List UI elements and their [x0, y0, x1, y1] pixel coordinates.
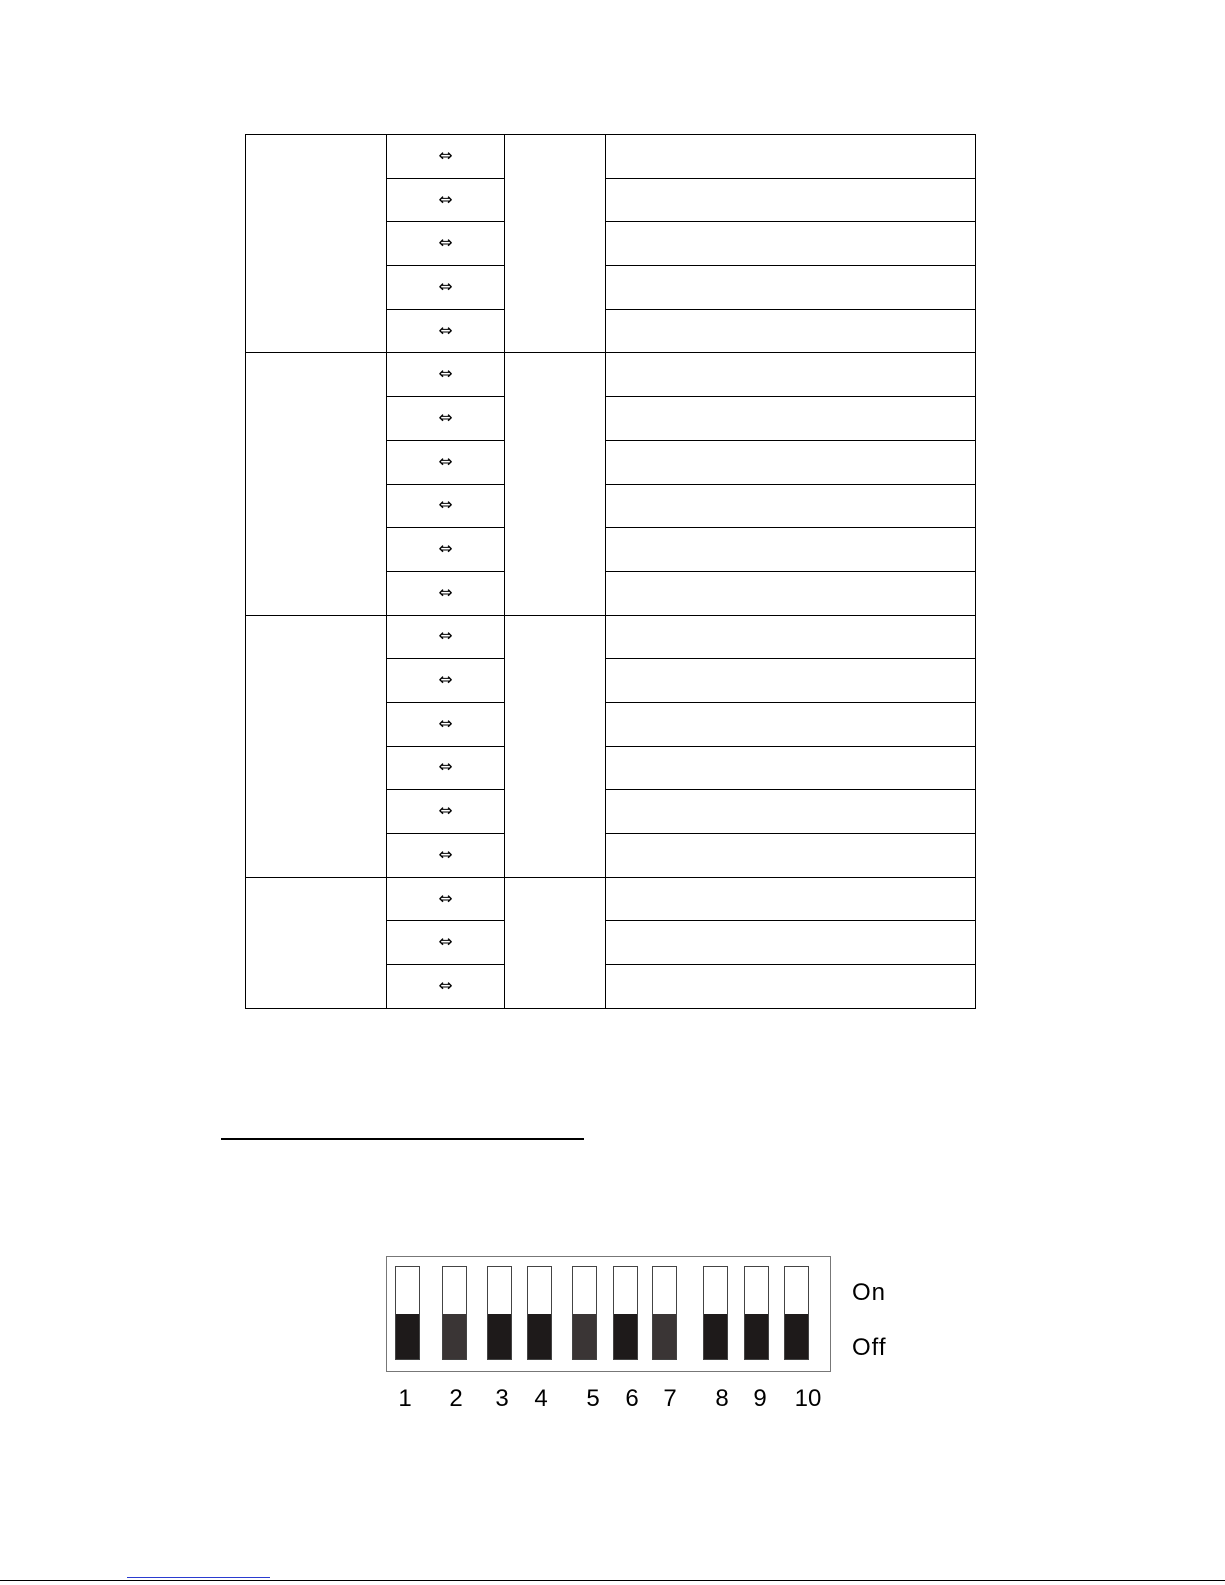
dip-toggle-knob	[443, 1314, 466, 1359]
dip-on-label: On	[852, 1279, 887, 1306]
dip-toggle-5[interactable]	[572, 1266, 597, 1360]
dip-toggle-knob	[704, 1314, 727, 1359]
description-cell	[606, 178, 976, 222]
page-footer-rule	[0, 1580, 1225, 1581]
dip-toggle-7[interactable]	[652, 1266, 677, 1360]
dip-toggle-8[interactable]	[703, 1266, 728, 1360]
table-row	[246, 135, 976, 179]
dip-switch	[386, 1256, 831, 1372]
bidirectional-arrow-icon: ⇔	[387, 659, 505, 703]
dip-number-3: 3	[495, 1385, 509, 1412]
group-label-cell	[246, 135, 387, 353]
dip-off-label: Off	[852, 1334, 887, 1361]
dip-number-4: 4	[534, 1385, 548, 1412]
description-cell	[606, 921, 976, 965]
dip-number-9: 9	[753, 1385, 767, 1412]
description-cell	[606, 135, 976, 179]
dip-toggle-knob	[528, 1314, 551, 1359]
description-cell	[606, 571, 976, 615]
description-cell	[606, 440, 976, 484]
description-cell	[606, 877, 976, 921]
description-cell	[606, 834, 976, 878]
group-label-cell	[246, 877, 387, 1008]
bidirectional-arrow-icon: ⇔	[387, 440, 505, 484]
dip-number-6: 6	[625, 1385, 639, 1412]
dip-number-10: 10	[794, 1385, 822, 1412]
dip-toggle-1[interactable]	[395, 1266, 420, 1360]
footer-link[interactable]	[127, 1577, 270, 1578]
dip-number-7: 7	[663, 1385, 677, 1412]
dip-toggle-10[interactable]	[784, 1266, 809, 1360]
description-cell	[606, 222, 976, 266]
section-heading-underline	[221, 1138, 584, 1140]
bidirectional-arrow-icon: ⇔	[387, 353, 505, 397]
group-value-cell	[505, 615, 606, 877]
description-cell	[606, 790, 976, 834]
bidirectional-arrow-icon: ⇔	[387, 702, 505, 746]
group-value-cell	[505, 877, 606, 1008]
bidirectional-arrow-icon: ⇔	[387, 571, 505, 615]
dip-number-8: 8	[715, 1385, 729, 1412]
group-label-cell	[246, 353, 387, 615]
bidirectional-arrow-icon: ⇔	[387, 135, 505, 179]
dip-toggle-6[interactable]	[613, 1266, 638, 1360]
description-cell	[606, 615, 976, 659]
dip-toggle-3[interactable]	[487, 1266, 512, 1360]
bidirectional-arrow-icon: ⇔	[387, 528, 505, 572]
bidirectional-arrow-icon: ⇔	[387, 746, 505, 790]
channel-table-body	[246, 135, 976, 1009]
description-cell	[606, 746, 976, 790]
dip-toggle-knob	[785, 1314, 808, 1359]
dip-toggle-knob	[745, 1314, 768, 1359]
bidirectional-arrow-icon: ⇔	[387, 266, 505, 310]
group-label-cell	[246, 615, 387, 877]
description-cell	[606, 397, 976, 441]
table-row	[246, 353, 976, 397]
dip-toggle-knob	[488, 1314, 511, 1359]
bidirectional-arrow-icon: ⇔	[387, 790, 505, 834]
bidirectional-arrow-icon: ⇔	[387, 309, 505, 353]
dip-toggle-knob	[614, 1314, 637, 1359]
description-cell	[606, 702, 976, 746]
bidirectional-arrow-icon: ⇔	[387, 178, 505, 222]
dip-number-1: 1	[398, 1385, 412, 1412]
dip-toggle-2[interactable]	[442, 1266, 467, 1360]
description-cell	[606, 965, 976, 1009]
group-value-cell	[505, 135, 606, 353]
bidirectional-arrow-icon: ⇔	[387, 877, 505, 921]
bidirectional-arrow-icon: ⇔	[387, 921, 505, 965]
description-cell	[606, 484, 976, 528]
description-cell	[606, 659, 976, 703]
bidirectional-arrow-icon: ⇔	[387, 222, 505, 266]
bidirectional-arrow-icon: ⇔	[387, 965, 505, 1009]
channel-table	[245, 134, 976, 1009]
group-value-cell	[505, 353, 606, 615]
dip-toggle-knob	[573, 1314, 596, 1359]
dip-toggle-knob	[653, 1314, 676, 1359]
bidirectional-arrow-icon: ⇔	[387, 484, 505, 528]
bidirectional-arrow-icon: ⇔	[387, 397, 505, 441]
description-cell	[606, 528, 976, 572]
dip-number-5: 5	[586, 1385, 600, 1412]
bidirectional-arrow-icon: ⇔	[387, 615, 505, 659]
description-cell	[606, 309, 976, 353]
dip-toggle-4[interactable]	[527, 1266, 552, 1360]
dip-number-2: 2	[449, 1385, 463, 1412]
table-row	[246, 877, 976, 921]
dip-toggle-knob	[396, 1314, 419, 1359]
bidirectional-arrow-icon: ⇔	[387, 834, 505, 878]
description-cell	[606, 266, 976, 310]
dip-toggle-9[interactable]	[744, 1266, 769, 1360]
description-cell	[606, 353, 976, 397]
table-row	[246, 615, 976, 659]
